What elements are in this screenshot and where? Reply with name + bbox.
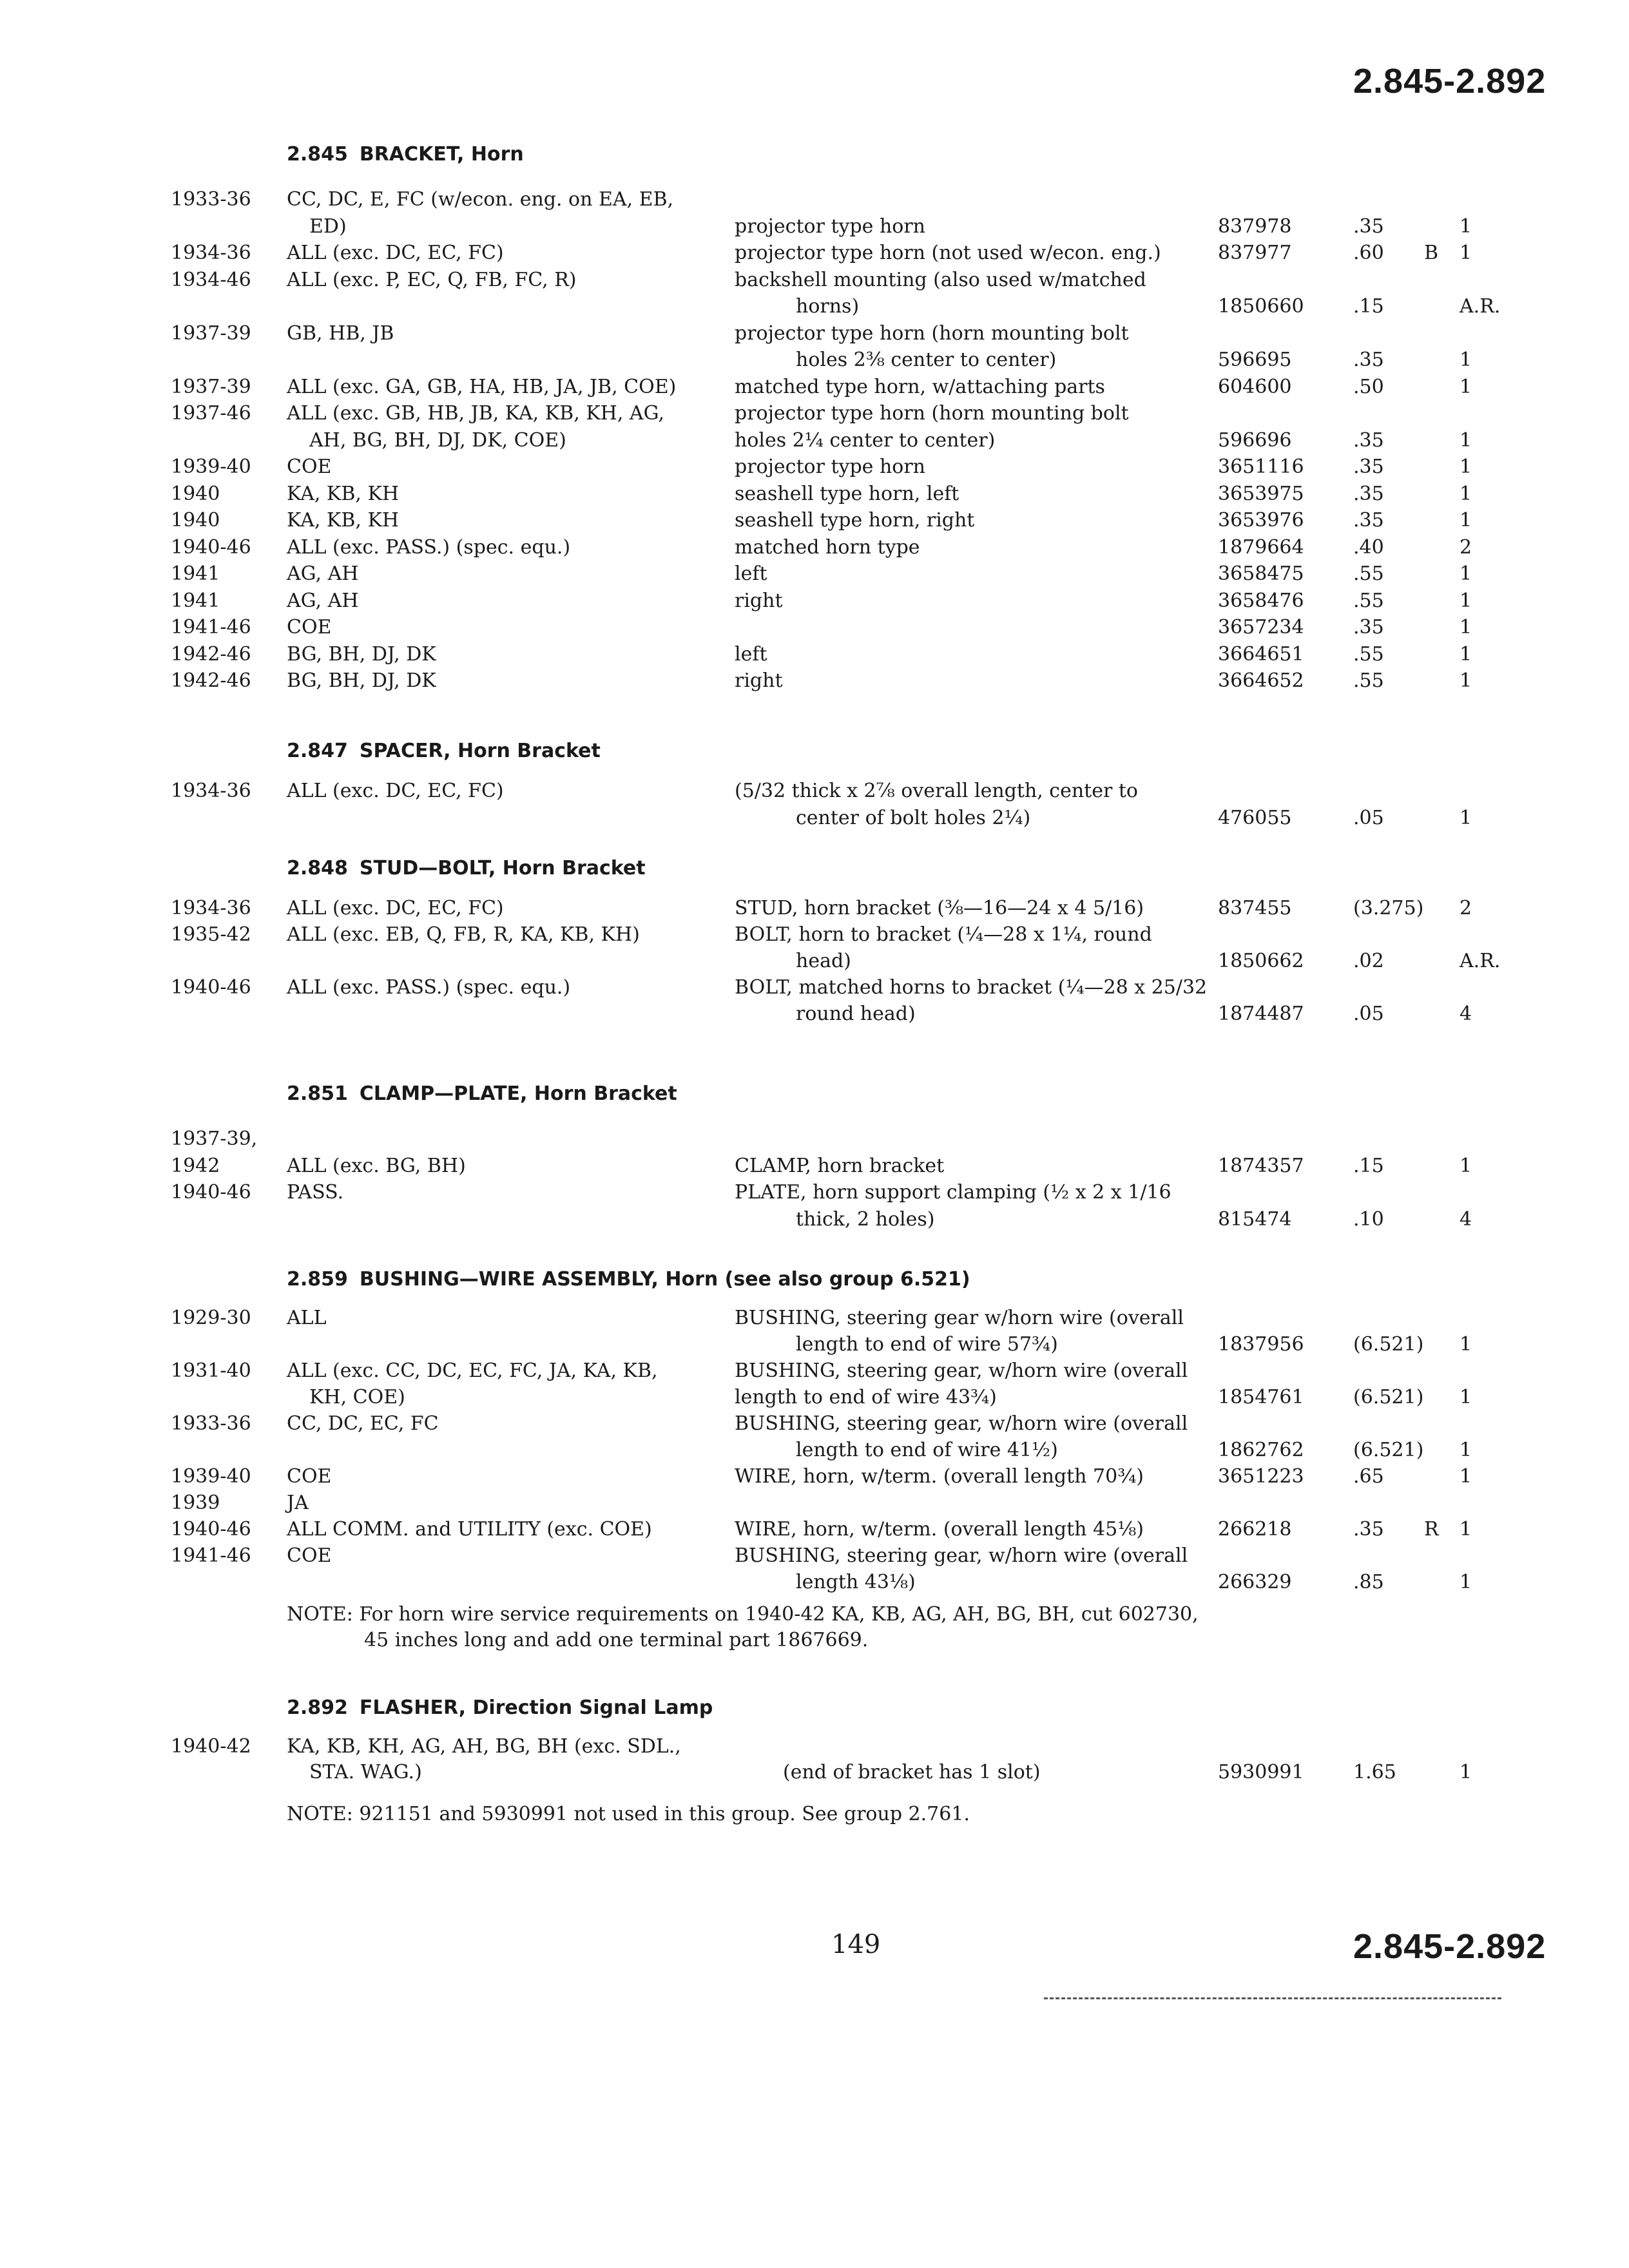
cell-year: 1940-46 <box>171 1518 251 1541</box>
cell-year: 1941-46 <box>171 1544 251 1567</box>
cell-price: .55 <box>1353 642 1384 666</box>
cell-code: R <box>1424 1518 1439 1541</box>
cell-price: .55 <box>1353 562 1384 585</box>
cell-models: ALL (exc. EB, Q, FB, R, KA, KB, KH) <box>287 923 640 946</box>
cell-qty: 1 <box>1460 375 1472 398</box>
cell-desc: center of bolt holes 2¼) <box>796 806 1031 829</box>
cell-part: 1879664 <box>1218 535 1304 559</box>
cell-qty: 1 <box>1460 806 1472 829</box>
cell-desc: seashell type horn, left <box>735 482 959 505</box>
cell-qty: 1 <box>1460 428 1472 452</box>
table-row <box>0 1360 1629 1385</box>
table-row <box>0 1492 1629 1517</box>
cell-models: STA. WAG.) <box>309 1761 422 1783</box>
cell-price: .55 <box>1353 589 1384 612</box>
cell-part: 3664651 <box>1218 642 1304 666</box>
cell-models: PASS. <box>287 1181 344 1204</box>
note-2-892: NOTE: 921151 and 5930991 not used in this group. See group 2.761. <box>287 1803 970 1825</box>
table-row <box>0 349 1629 374</box>
cell-desc: projector type horn <box>735 456 926 478</box>
table-row <box>0 1155 1629 1180</box>
note-2-859-line2: 45 inches long and add one terminal part 1867669. <box>364 1629 869 1651</box>
cell-qty: 1 <box>1460 1465 1472 1488</box>
cell-price: .35 <box>1353 509 1384 532</box>
cell-year: 1934-36 <box>171 242 251 264</box>
cell-price: .05 <box>1353 1003 1384 1025</box>
cell-qty: 1 <box>1460 589 1472 612</box>
cell-desc: BUSHING, steering gear, w/horn wire (overall <box>735 1412 1188 1435</box>
section-title: FLASHER, Direction Signal Lamp <box>359 1696 713 1719</box>
table-row <box>0 188 1629 214</box>
cell-price: .35 <box>1353 349 1384 371</box>
cell-models: JA <box>287 1492 309 1514</box>
cell-desc: right <box>735 589 783 612</box>
cell-desc: projector type horn (not used w/econ. eng.) <box>735 242 1161 264</box>
cell-qty: 4 <box>1460 1003 1472 1025</box>
table-row <box>0 616 1629 642</box>
cell-price: .05 <box>1353 806 1384 829</box>
section-title: CLAMP—PLATE, Horn Bracket <box>359 1082 677 1105</box>
table-row <box>0 1518 1629 1544</box>
cell-desc: WIRE, horn, w/term. (overall length 70¾) <box>735 1465 1144 1488</box>
section-number: 2.851 <box>287 1082 348 1105</box>
cell-year: 1929-30 <box>171 1307 251 1329</box>
cell-qty: 1 <box>1460 242 1472 264</box>
cell-price: .15 <box>1353 1154 1384 1177</box>
table-row <box>0 215 1629 241</box>
cell-price: (6.521) <box>1353 1386 1424 1408</box>
cell-desc: projector type horn <box>735 215 926 238</box>
table-row <box>0 562 1629 588</box>
table-row <box>0 509 1629 535</box>
cell-price: .15 <box>1353 295 1384 318</box>
section-title: SPACER, Horn Bracket <box>359 740 601 762</box>
cell-price: .35 <box>1353 215 1384 238</box>
cell-part: 476055 <box>1218 806 1292 829</box>
table-row <box>0 1208 1629 1234</box>
cell-part: 1874487 <box>1218 1003 1304 1025</box>
section-number: 2.847 <box>287 740 348 762</box>
section-heading-2-851 <box>287 1082 677 1105</box>
cell-desc: STUD, horn bracket (⅜—16—24 x 4 5/16) <box>735 897 1144 919</box>
page-range-header: 2.845-2.892 <box>1353 62 1547 101</box>
cell-desc: head) <box>796 950 851 972</box>
cell-year: 1934-36 <box>171 780 251 802</box>
cell-price: .40 <box>1353 535 1384 559</box>
cell-year: 1937-39, <box>171 1128 258 1150</box>
cell-part: 3653976 <box>1218 509 1304 532</box>
cell-qty: 1 <box>1460 456 1472 478</box>
table-row <box>0 923 1629 949</box>
table-row <box>0 1571 1629 1597</box>
cell-models: ALL <box>287 1307 327 1329</box>
section-title: BUSHING—WIRE ASSEMBLY, Horn (see also group 6.521) <box>359 1268 970 1291</box>
cell-models: COE <box>287 1465 332 1488</box>
section-number: 2.845 <box>287 143 348 166</box>
cell-desc: round head) <box>796 1003 916 1025</box>
cell-desc: (5/32 thick x 2⅞ overall length, center to <box>735 780 1138 802</box>
cell-models: ED) <box>309 215 347 238</box>
cell-year: 1941-46 <box>171 616 251 639</box>
cell-models: ALL (exc. P, EC, Q, FB, FC, R) <box>287 268 577 291</box>
cell-part: 266218 <box>1218 1518 1292 1541</box>
table-row <box>0 1386 1629 1412</box>
cell-price: .35 <box>1353 428 1384 452</box>
cell-models: CC, DC, E, FC (w/econ. eng. on EA, EB, <box>287 188 674 211</box>
cell-desc: (end of bracket has 1 slot) <box>783 1761 1041 1783</box>
cell-year: 1939 <box>171 1492 220 1514</box>
cell-models: BG, BH, DJ, DK <box>287 669 436 692</box>
cell-part: 3651116 <box>1218 456 1304 478</box>
cell-qty: 1 <box>1460 215 1472 238</box>
cell-part: 1850662 <box>1218 950 1304 972</box>
cell-models: ALL (exc. PASS.) (spec. equ.) <box>287 976 571 999</box>
table-row <box>0 402 1629 428</box>
section-heading-2-845 <box>287 143 524 166</box>
table-row <box>0 1181 1629 1207</box>
cell-part: 3653975 <box>1218 482 1304 505</box>
cell-qty: 2 <box>1460 535 1472 559</box>
section-heading-2-848 <box>287 857 646 879</box>
section-title: BRACKET, Horn <box>359 143 524 166</box>
cell-part: 266329 <box>1218 1571 1292 1593</box>
cell-price: .50 <box>1353 375 1384 398</box>
cell-year: 1942-46 <box>171 669 251 692</box>
page-range-footer: 2.845-2.892 <box>1353 1927 1547 1966</box>
cell-part: 3651223 <box>1218 1465 1304 1488</box>
table-row <box>0 536 1629 562</box>
section-heading-2-847 <box>287 740 601 762</box>
cell-models: ALL (exc. DC, EC, FC) <box>287 780 504 802</box>
cell-price: .02 <box>1353 950 1384 972</box>
cell-price: .35 <box>1353 1518 1384 1541</box>
cell-models: AG, AH <box>287 562 359 585</box>
cell-year: 1939-40 <box>171 456 251 478</box>
cell-part: 837977 <box>1218 242 1292 264</box>
table-row <box>0 242 1629 267</box>
cell-models: ALL (exc. DC, EC, FC) <box>287 242 504 264</box>
cell-part: 1837956 <box>1218 1333 1304 1356</box>
cell-models: ALL COMM. and UTILITY (exc. COE) <box>287 1518 652 1541</box>
cell-qty: 1 <box>1460 669 1472 692</box>
cell-year: 1937-46 <box>171 402 251 425</box>
cell-year: 1941 <box>171 562 220 585</box>
table-row <box>0 1003 1629 1028</box>
page-number: 149 <box>831 1930 881 1959</box>
section-number: 2.859 <box>287 1268 348 1291</box>
table-row <box>0 1128 1629 1153</box>
table-row <box>0 897 1629 923</box>
cell-models: ALL (exc. BG, BH) <box>287 1154 466 1177</box>
cell-part: 5930991 <box>1218 1761 1304 1783</box>
cell-qty: 1 <box>1460 1333 1472 1356</box>
cell-price: .10 <box>1353 1207 1384 1231</box>
cell-qty: 1 <box>1460 509 1472 532</box>
cell-desc: length to end of wire 43¾) <box>735 1386 997 1408</box>
cell-models: ALL (exc. CC, DC, EC, FC, JA, KA, KB, <box>287 1360 658 1382</box>
cell-qty: 1 <box>1460 1761 1472 1783</box>
table-row <box>0 322 1629 348</box>
cell-year: 1940 <box>171 482 220 505</box>
cell-desc: length 43⅛) <box>796 1571 916 1593</box>
cell-models: AG, AH <box>287 589 359 612</box>
cell-desc: BUSHING, steering gear, w/horn wire (overall <box>735 1360 1188 1382</box>
cell-part: 1854761 <box>1218 1386 1304 1408</box>
table-row <box>0 669 1629 695</box>
cell-qty: 1 <box>1460 1386 1472 1408</box>
cell-year: 1937-39 <box>171 322 251 345</box>
cell-price: (6.521) <box>1353 1439 1424 1461</box>
table-row <box>0 780 1629 805</box>
table-row <box>0 1735 1629 1761</box>
cell-desc: BUSHING, steering gear w/horn wire (overall <box>735 1307 1184 1329</box>
cell-desc: PLATE, horn support clamping (½ x 2 x 1/16 <box>735 1181 1171 1204</box>
cell-qty: 1 <box>1460 349 1472 371</box>
cell-part: 3657234 <box>1218 616 1304 639</box>
cell-part: 837455 <box>1218 897 1292 919</box>
cell-models: BG, BH, DJ, DK <box>287 642 436 666</box>
cell-part: 3658475 <box>1218 562 1304 585</box>
cell-desc: left <box>735 642 767 666</box>
table-row <box>0 1412 1629 1438</box>
cell-price: .35 <box>1353 482 1384 505</box>
table-row <box>0 643 1629 669</box>
cell-part: 1850660 <box>1218 295 1304 318</box>
cell-desc: BOLT, matched horns to bracket (¼—28 x 25/32 <box>735 976 1208 999</box>
table-row <box>0 590 1629 615</box>
cell-qty: 1 <box>1460 1571 1472 1593</box>
table-row <box>0 1307 1629 1332</box>
table-row <box>0 1761 1629 1787</box>
cell-year: 1941 <box>171 589 220 612</box>
table-row <box>0 950 1629 975</box>
cell-year: 1933-36 <box>171 188 251 211</box>
cell-qty: 1 <box>1460 1439 1472 1461</box>
footer-rule <box>1044 1997 1501 1999</box>
cell-desc: BOLT, horn to bracket (¼—28 x 1¼, round <box>735 923 1152 946</box>
cell-year: 1934-46 <box>171 268 251 291</box>
cell-models: KA, KB, KH, AG, AH, BG, BH (exc. SDL., <box>287 1735 681 1758</box>
table-row <box>0 1465 1629 1491</box>
table-row <box>0 483 1629 508</box>
cell-price: .85 <box>1353 1571 1384 1593</box>
table-row <box>0 429 1629 455</box>
cell-qty: 4 <box>1460 1207 1472 1231</box>
cell-models: AH, BG, BH, DJ, DK, COE) <box>309 428 566 452</box>
cell-year: 1933-36 <box>171 1412 251 1435</box>
cell-models: KH, COE) <box>309 1386 405 1408</box>
cell-year: 1937-39 <box>171 375 251 398</box>
cell-part: 815474 <box>1218 1207 1292 1231</box>
cell-qty: 1 <box>1460 1154 1472 1177</box>
cell-desc: seashell type horn, right <box>735 509 975 532</box>
cell-part: 837978 <box>1218 215 1292 238</box>
table-row <box>0 1544 1629 1570</box>
cell-part: 3664652 <box>1218 669 1304 692</box>
cell-price: .60 <box>1353 242 1384 264</box>
section-heading-2-859 <box>287 1268 970 1291</box>
cell-price: 1.65 <box>1353 1761 1396 1783</box>
cell-year: 1942 <box>171 1154 220 1177</box>
cell-qty: 1 <box>1460 1518 1472 1541</box>
cell-qty: A.R. <box>1460 950 1501 972</box>
cell-price: .35 <box>1353 456 1384 478</box>
table-row <box>0 976 1629 1002</box>
table-row <box>0 1333 1629 1359</box>
section-number: 2.848 <box>287 857 348 879</box>
cell-desc: BUSHING, steering gear, w/horn wire (overall <box>735 1544 1188 1567</box>
cell-year: 1942-46 <box>171 642 251 666</box>
cell-part: 596696 <box>1218 428 1292 452</box>
cell-qty: 1 <box>1460 562 1472 585</box>
cell-models: COE <box>287 616 332 639</box>
cell-desc: length to end of wire 41½) <box>796 1439 1058 1461</box>
cell-part: 596695 <box>1218 349 1292 371</box>
cell-part: 1862762 <box>1218 1439 1304 1461</box>
section-number: 2.892 <box>287 1696 348 1719</box>
cell-year: 1939-40 <box>171 1465 251 1488</box>
cell-year: 1940-46 <box>171 1181 251 1204</box>
cell-models: CC, DC, EC, FC <box>287 1412 439 1435</box>
cell-price: (3.275) <box>1353 897 1424 919</box>
cell-desc: holes 2¼ center to center) <box>735 428 996 452</box>
cell-year: 1940-46 <box>171 976 251 999</box>
table-row <box>0 269 1629 294</box>
cell-code: B <box>1424 242 1439 264</box>
cell-price: (6.521) <box>1353 1333 1424 1356</box>
cell-models: ALL (exc. GA, GB, HA, HB, JA, JB, COE) <box>287 375 677 398</box>
cell-qty: 1 <box>1460 616 1472 639</box>
cell-desc: left <box>735 562 767 585</box>
cell-year: 1940-42 <box>171 1735 251 1758</box>
cell-desc: projector type horn (horn mounting bolt <box>735 322 1129 345</box>
cell-qty: 1 <box>1460 482 1472 505</box>
cell-models: COE <box>287 456 332 478</box>
table-row <box>0 295 1629 321</box>
cell-models: KA, KB, KH <box>287 482 400 505</box>
cell-desc: right <box>735 669 783 692</box>
cell-price: .35 <box>1353 616 1384 639</box>
cell-qty: A.R. <box>1460 295 1501 318</box>
cell-desc: projector type horn (horn mounting bolt <box>735 402 1129 425</box>
note-2-859-line1: NOTE: For horn wire service requirements on 1940-42 KA, KB, AG, AH, BG, BH, cut 602730, <box>287 1603 1199 1626</box>
cell-desc: horns) <box>796 295 860 318</box>
cell-desc: WIRE, horn, w/term. (overall length 45⅛) <box>735 1518 1144 1541</box>
table-row <box>0 456 1629 481</box>
cell-models: KA, KB, KH <box>287 509 400 532</box>
cell-models: GB, HB, JB <box>287 322 394 345</box>
cell-qty: 2 <box>1460 897 1472 919</box>
cell-models: COE <box>287 1544 332 1567</box>
table-row <box>0 807 1629 832</box>
section-title: STUD—BOLT, Horn Bracket <box>359 857 646 879</box>
cell-desc: matched type horn, w/attaching parts <box>735 375 1105 398</box>
cell-desc: matched horn type <box>735 535 920 559</box>
cell-part: 3658476 <box>1218 589 1304 612</box>
cell-models: ALL (exc. PASS.) (spec. equ.) <box>287 535 571 559</box>
cell-desc: backshell mounting (also used w/matched <box>735 268 1146 291</box>
section-heading-2-892 <box>287 1696 713 1719</box>
cell-desc: length to end of wire 57¾) <box>796 1333 1058 1356</box>
cell-models: ALL (exc. DC, EC, FC) <box>287 897 504 919</box>
cell-year: 1931-40 <box>171 1360 251 1382</box>
table-row <box>0 376 1629 401</box>
cell-models: ALL (exc. GB, HB, JB, KA, KB, KH, AG, <box>287 402 665 425</box>
cell-year: 1940 <box>171 509 220 532</box>
cell-part: 604600 <box>1218 375 1292 398</box>
cell-desc: holes 2⅜ center to center) <box>796 349 1057 371</box>
cell-price: .65 <box>1353 1465 1384 1488</box>
cell-year: 1934-36 <box>171 897 251 919</box>
cell-price: .55 <box>1353 669 1384 692</box>
cell-desc: CLAMP, horn bracket <box>735 1154 945 1177</box>
cell-year: 1935-42 <box>171 923 251 946</box>
cell-qty: 1 <box>1460 642 1472 666</box>
table-row <box>0 1439 1629 1465</box>
cell-part: 1874357 <box>1218 1154 1304 1177</box>
cell-desc: thick, 2 holes) <box>796 1207 935 1231</box>
cell-year: 1940-46 <box>171 535 251 559</box>
